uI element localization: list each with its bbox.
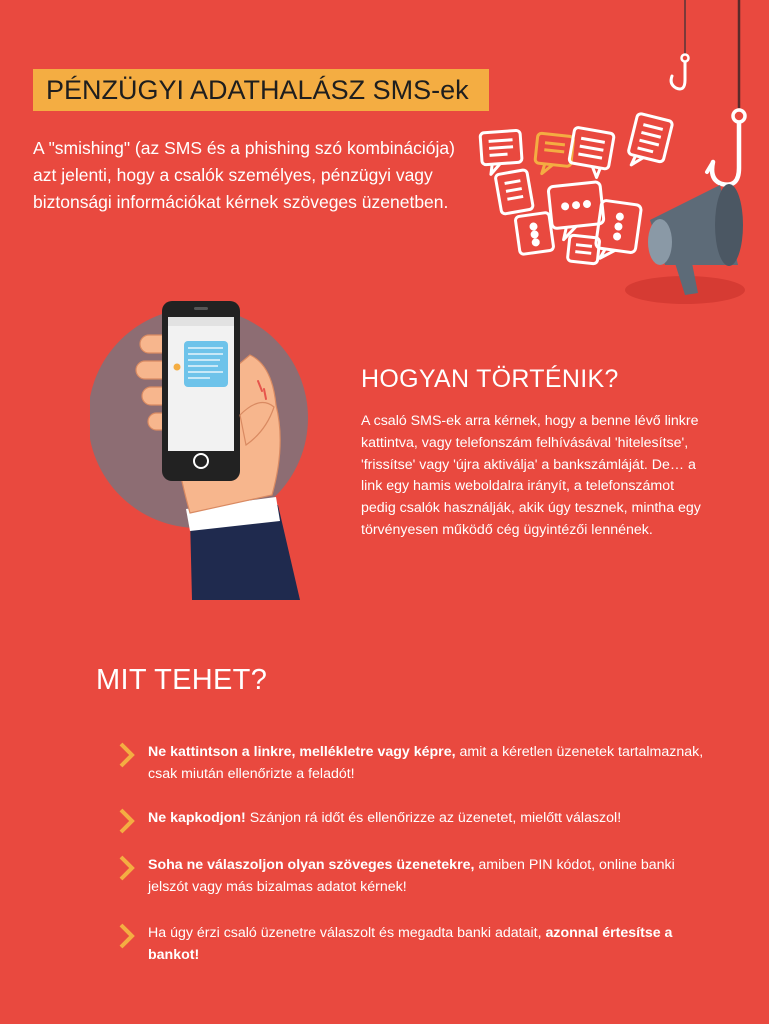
tip-text: Szánjon rá időt és ellenőrizze az üzenetet, mielőtt válaszol! [245, 810, 622, 826]
tip-bold: Ne kattintson a linkre, mellékletre vagy képre, [148, 744, 456, 760]
tip-text: amit a kéretlen üzenetek tartalmaznak, csak miután ellenőrizte a feladót! [148, 744, 704, 782]
how-section-title: HOGYAN TÖRTÉNIK? [361, 365, 619, 393]
chevron-right-icon [118, 742, 136, 768]
how-section-text: A csaló SMS-ek arra kérnek, hogy a benne lévő linkre kattintva, vagy telefonszám felhívásával 'hitelesítse', 'frissítse' vagy 'újra aktiválja' a bankszámláját. De… a link egy hamis weboldalra irányít, a telefonszámot pedig csalók használják, akik úgy tesznek, mintha egy törvényesen működő cég ügyintézői lennének. [361, 413, 701, 538]
tip-bold: Soha ne válaszoljon olyan szöveges üzenetekre, [148, 857, 475, 873]
tip-text: amiben PIN kódot, online banki jelszót vagy más bizalmas adatot kérnek! [148, 857, 675, 895]
chevron-right-icon [118, 923, 136, 949]
what-section-title: MIT TEHET? [96, 664, 268, 696]
intro-text: A "smishing" (az SMS és a phishing szó kombinációja) azt jelenti, hogy a csalók személyes, pénzügyi vagy biztonsági információkat kérnek szöveges üzenetben. [33, 138, 455, 212]
smartphone-icon [162, 301, 240, 481]
chevron-right-icon [118, 855, 136, 881]
chevron-right-icon [118, 808, 136, 834]
phone-in-hand-illustration [90, 295, 350, 600]
tip-bold: Ne kapkodjon! [148, 810, 246, 826]
page-title: PÉNZÜGYI ADATHALÁSZ SMS-ek [33, 69, 489, 111]
tip-bold: azonnal értesítse a bankot! [148, 925, 673, 963]
tip-text: Ha úgy érzi csaló üzenetre válaszolt és megadta banki adatait, [148, 925, 546, 941]
message-bubbles-illustration [470, 105, 760, 310]
